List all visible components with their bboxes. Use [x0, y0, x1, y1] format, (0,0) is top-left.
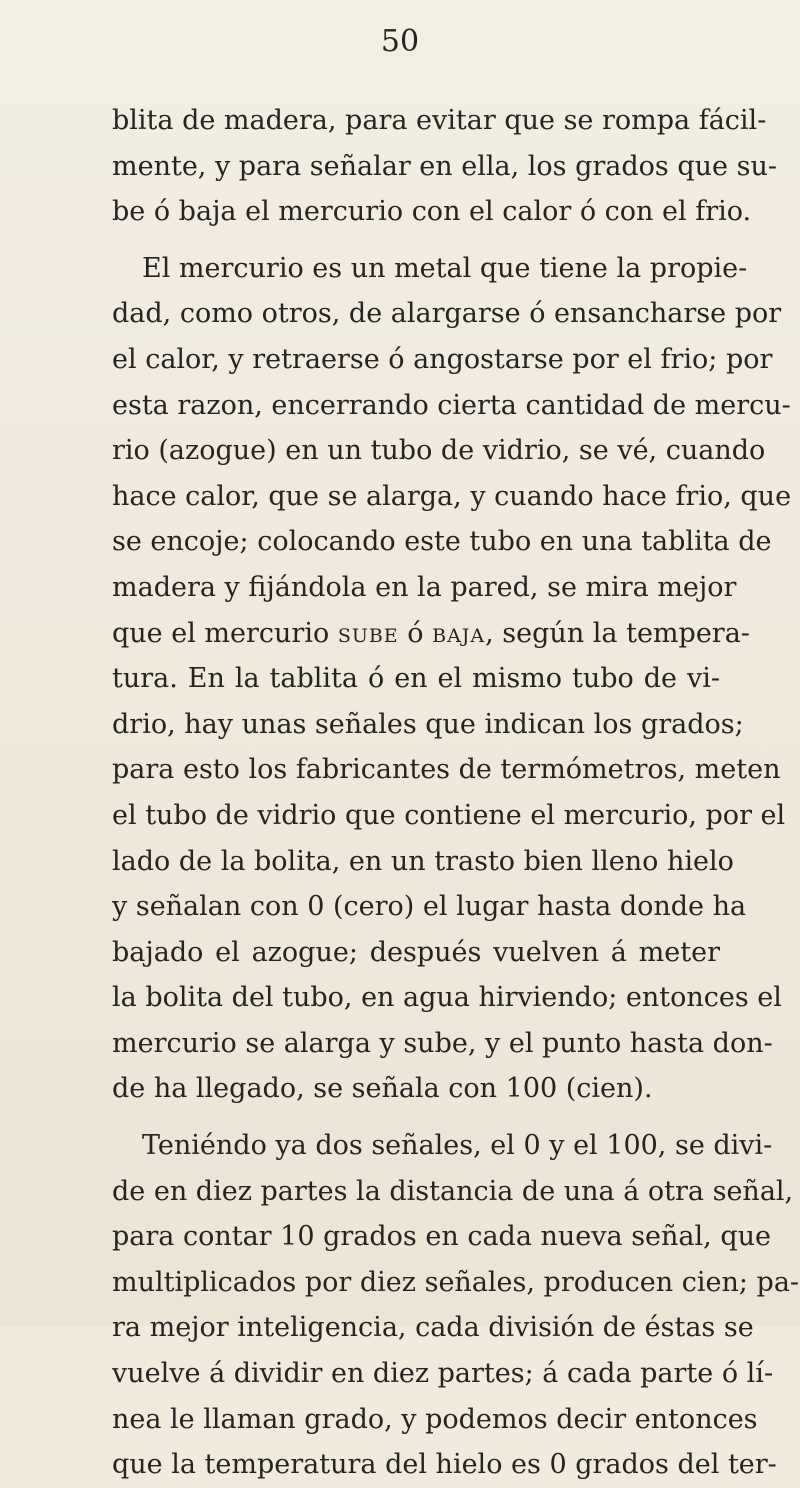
- text-line: y señalan con 0 (cero) el lugar hasta donde ha: [112, 891, 747, 923]
- text-line: Teniéndo ya dos señales, el 0 y el 100, se divi-: [142, 1130, 773, 1162]
- text-line: be ó baja el mercurio con el calor ó con el frio.: [112, 196, 752, 228]
- text-line: el calor, y retraerse ó angostarse por el frio; por: [112, 343, 773, 375]
- text-line: de ha llegado, se señala con 100 (cien).: [112, 1073, 653, 1105]
- text-line: que el mercurio sube ó baja, según la tempera-: [112, 617, 750, 649]
- page-number: 50: [380, 24, 420, 59]
- text-line: vuelve á dividir en diez partes; á cada parte ó lí-: [112, 1358, 774, 1390]
- text-line: se encoje; colocando este tubo en una tablita de: [112, 526, 772, 558]
- text-line: drio, hay unas señales que indican los grados;: [112, 708, 744, 740]
- paragraph-gap: [112, 235, 720, 246]
- text-line: blita de madera, para evitar que se rompa fácil-: [112, 105, 767, 136]
- paragraph: [112, 1123, 800, 1488]
- text-line: el tubo de vidrio que contiene el mercurio, por el: [112, 799, 786, 831]
- text-line: multiplicados por diez señales, producen cien; pa-: [112, 1266, 800, 1298]
- text-line: lado de la bolita, en un trasto bien lleno hielo: [112, 845, 734, 877]
- body-text: [112, 98, 800, 1488]
- paragraph-gap: [112, 1112, 720, 1123]
- text-line: bajado el azogue; después vuelven á meter: [112, 936, 720, 968]
- text-line: mercurio se alarga y sube, y el punto hasta don-: [112, 1027, 773, 1059]
- text-line: rio (azogue) en un tubo de vidrio, se vé, cuando: [112, 435, 766, 467]
- text-line: mente, y para señalar en ella, los grados que su-: [112, 150, 777, 182]
- text-line: la bolita del tubo, en agua hirviendo; entonces el: [112, 982, 782, 1014]
- text-line: que la temperatura del hielo es 0 grados del ter-: [112, 1449, 777, 1481]
- text-line: madera y fijándola en la pared, se mira mejor: [112, 571, 737, 603]
- text-line: esta razon, encerrando cierta cantidad de mercu-: [112, 389, 791, 421]
- paragraph: [112, 98, 777, 235]
- text-line: tura. En la tablita ó en el mismo tubo de vi-: [112, 663, 720, 695]
- text-line: ra mejor inteligencia, cada división de éstas se: [112, 1312, 754, 1344]
- text-line: nea le llaman grado, y podemos decir entonces: [112, 1403, 758, 1435]
- text-line: para esto los fabricantes de termómetros, meten: [112, 754, 781, 786]
- text-line: de en diez partes la distancia de una á otra señal,: [112, 1175, 794, 1207]
- paragraph: [112, 246, 792, 1112]
- text-line: El mercurio es un metal que tiene la propie-: [142, 252, 748, 284]
- text-line: dad, como otros, de alargarse ó ensancharse por: [112, 298, 782, 330]
- text-line: para contar 10 grados en cada nueva señal, que: [112, 1221, 771, 1253]
- text-line: hace calor, que se alarga, y cuando hace frio, que: [112, 480, 792, 512]
